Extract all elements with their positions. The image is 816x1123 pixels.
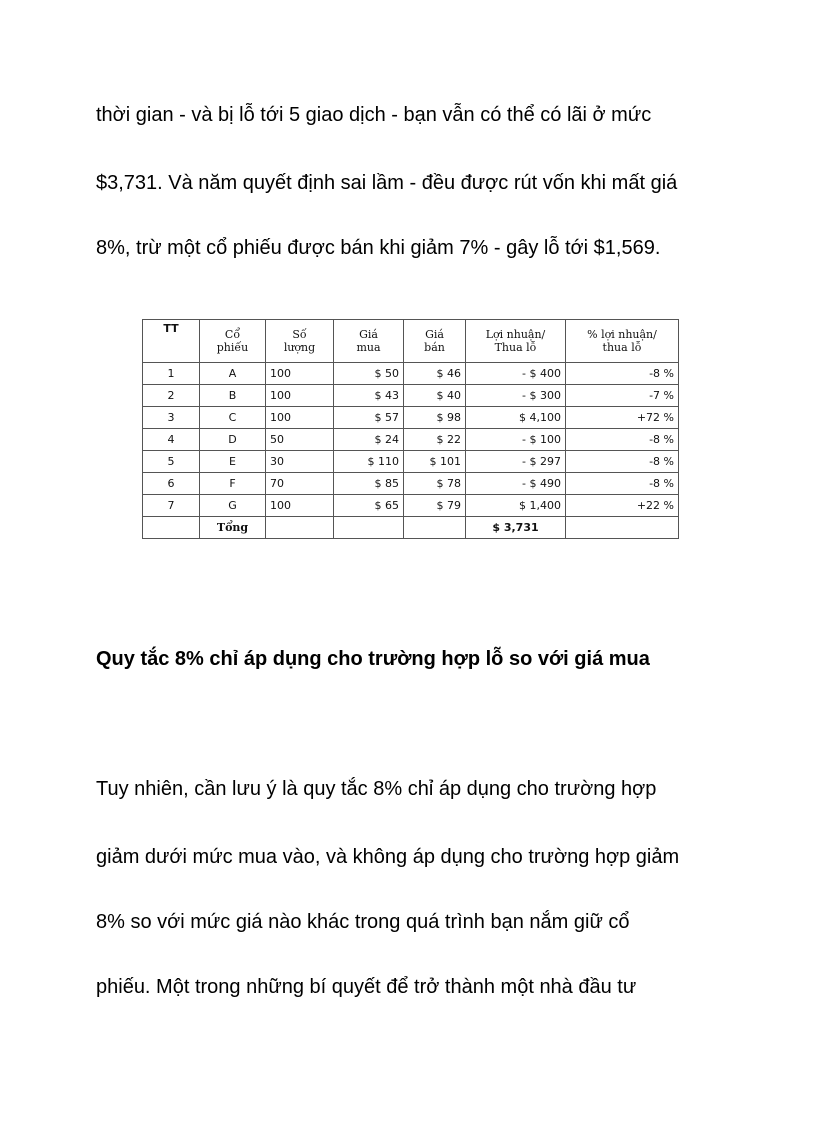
cell-tt: 1 — [143, 363, 200, 385]
cell-stock: D — [200, 429, 266, 451]
cell-empty — [334, 517, 404, 539]
cell-profit-loss: - $ 300 — [466, 385, 566, 407]
cell-profit-loss: - $ 297 — [466, 451, 566, 473]
table-header-row — [143, 320, 679, 363]
cell-quantity: 100 — [266, 363, 334, 385]
cell-sell: $ 98 — [404, 407, 466, 429]
cell-stock: A — [200, 363, 266, 385]
cell-buy: $ 85 — [334, 473, 404, 495]
header-buy-price: Giá mua — [334, 320, 404, 363]
body-text-line: thời gian - và bị lỗ tới 5 giao dịch - bạn vẫn có thể có lãi ở mức — [96, 104, 652, 126]
cell-quantity: 100 — [266, 495, 334, 517]
table-row — [143, 407, 679, 429]
cell-buy: $ 43 — [334, 385, 404, 407]
cell-tt: 6 — [143, 473, 200, 495]
body-text-line: Tuy nhiên, cần lưu ý là quy tắc 8% chỉ áp dụng cho trường hợp — [96, 778, 657, 800]
cell-percent: -8 % — [566, 429, 679, 451]
cell-profit-loss: $ 1,400 — [466, 495, 566, 517]
cell-profit-loss: - $ 490 — [466, 473, 566, 495]
table-row — [143, 363, 679, 385]
table-row — [143, 495, 679, 517]
cell-percent: -8 % — [566, 363, 679, 385]
header-sell-price: Giá bán — [404, 320, 466, 363]
cell-sell: $ 40 — [404, 385, 466, 407]
body-text-line: 8% so với mức giá nào khác trong quá trình bạn nắm giữ cổ — [96, 911, 630, 933]
cell-percent: -8 % — [566, 473, 679, 495]
body-text-line: $3,731. Và năm quyết định sai lầm - đều được rút vốn khi mất giá — [96, 172, 678, 194]
cell-buy: $ 65 — [334, 495, 404, 517]
table-row — [143, 451, 679, 473]
body-text-line: giảm dưới mức mua vào, và không áp dụng cho trường hợp giảm — [96, 846, 680, 868]
cell-profit-loss: - $ 100 — [466, 429, 566, 451]
body-text-line: 8%, trừ một cổ phiếu được bán khi giảm 7% - gây lỗ tới $1,569. — [96, 237, 661, 259]
cell-tt: 7 — [143, 495, 200, 517]
cell-quantity: 100 — [266, 407, 334, 429]
cell-tt: 2 — [143, 385, 200, 407]
cell-percent: -7 % — [566, 385, 679, 407]
cell-empty — [143, 517, 200, 539]
cell-sell: $ 78 — [404, 473, 466, 495]
cell-percent: +72 % — [566, 407, 679, 429]
total-value: $ 3,731 — [466, 517, 566, 539]
header-percent: % lợi nhuận/ thua lỗ — [566, 320, 679, 363]
cell-percent: +22 % — [566, 495, 679, 517]
section-heading: Quy tắc 8% chỉ áp dụng cho trường hợp lỗ so với giá mua — [96, 648, 650, 670]
table-row — [143, 473, 679, 495]
table-total-row — [143, 517, 679, 539]
cell-tt: 4 — [143, 429, 200, 451]
cell-empty — [566, 517, 679, 539]
cell-buy: $ 24 — [334, 429, 404, 451]
table-row — [143, 429, 679, 451]
cell-tt: 5 — [143, 451, 200, 473]
cell-stock: C — [200, 407, 266, 429]
header-quantity: Số lượng — [266, 320, 334, 363]
cell-quantity: 70 — [266, 473, 334, 495]
cell-buy: $ 110 — [334, 451, 404, 473]
body-text-line: phiếu. Một trong những bí quyết để trở thành một nhà đầu tư — [96, 976, 637, 998]
cell-sell: $ 101 — [404, 451, 466, 473]
cell-stock: F — [200, 473, 266, 495]
cell-quantity: 100 — [266, 385, 334, 407]
cell-quantity: 50 — [266, 429, 334, 451]
cell-empty — [266, 517, 334, 539]
cell-empty — [404, 517, 466, 539]
cell-buy: $ 57 — [334, 407, 404, 429]
header-profit-loss: Lợi nhuận/ Thua lỗ — [466, 320, 566, 363]
cell-percent: -8 % — [566, 451, 679, 473]
cell-tt: 3 — [143, 407, 200, 429]
header-stock: Cổ phiếu — [200, 320, 266, 363]
table-row — [143, 385, 679, 407]
cell-quantity: 30 — [266, 451, 334, 473]
cell-sell: $ 46 — [404, 363, 466, 385]
cell-profit-loss: $ 4,100 — [466, 407, 566, 429]
total-label: Tổng — [200, 517, 266, 539]
header-tt: TT — [143, 320, 200, 363]
cell-buy: $ 50 — [334, 363, 404, 385]
cell-profit-loss: - $ 400 — [466, 363, 566, 385]
profit-loss-table — [142, 319, 679, 539]
cell-sell: $ 79 — [404, 495, 466, 517]
cell-stock: E — [200, 451, 266, 473]
cell-stock: G — [200, 495, 266, 517]
cell-sell: $ 22 — [404, 429, 466, 451]
cell-stock: B — [200, 385, 266, 407]
